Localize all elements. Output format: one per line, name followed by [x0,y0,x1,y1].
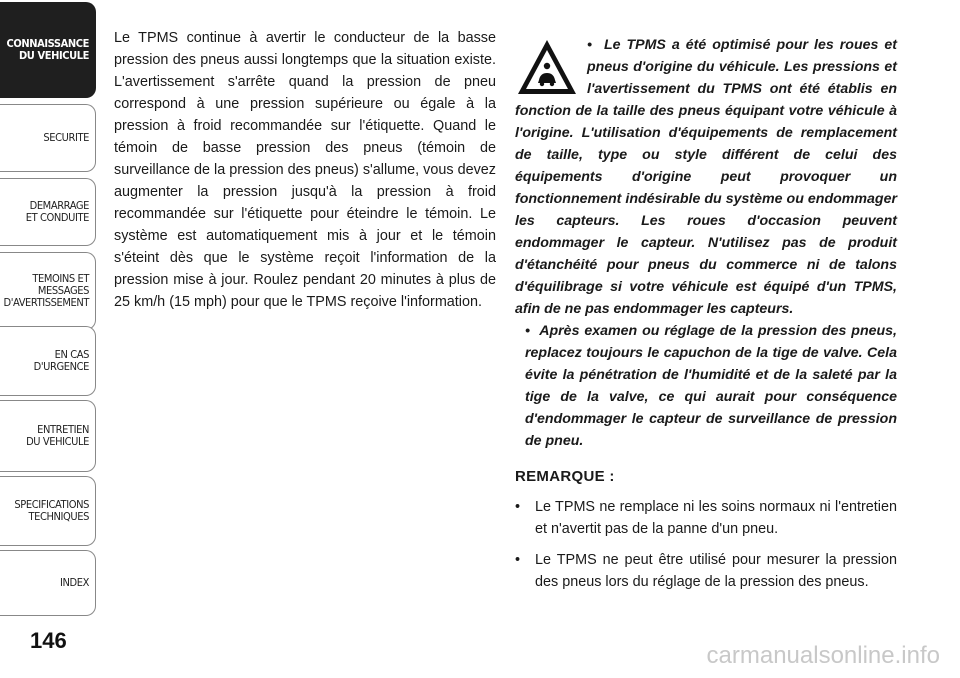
warning-triangle-icon [515,36,579,100]
tab-label: TEMOINS ET MESSAGES D'AVERTISSEMENT [3,272,89,309]
tab-label: DEMARRAGE ET CONDUITE [25,199,89,224]
sidebar-tab-temoins-et-messages[interactable] [0,252,96,330]
remarque-heading: REMARQUE : [515,468,615,485]
remarque-list [515,496,897,602]
tab-label: SPECIFICATIONS TECHNIQUES [14,498,89,523]
sidebar-tab-entretien-du-vehicule[interactable] [0,400,96,472]
sidebar-tab-connaissance-du-vehicule[interactable] [0,2,96,98]
list-item-text: Le TPMS ne peut être utilisé pour mesurer la pression des pneus lors du réglage de la pression des pneus. [535,552,897,590]
bullet: • [587,37,592,53]
tab-label: SECURITE [43,131,89,144]
page-number: 146 [30,628,67,653]
sidebar-tab-index[interactable] [0,550,96,616]
sidebar-tab-securite[interactable] [0,104,96,172]
list-item [515,549,897,593]
warning-box [515,34,897,452]
warning-text-1: Le TPMS a été optimisé pour les roues et pneus d'origine du véhicule. Les pressions et l'avertissement du TPMS ont été établis en fonction de la taille des pneus équipant votre véhicule à l'origine. L'utilisation d'équipements de remplacement de taille, type ou style différent de celui des équipements d'origine peut provoquer un fonctionnement indésirable du système ou endommager les capteurs. Les roues d'occasion peuvent endommager le capteur. N'utilisez pas de produit d'étanchéité pour pneus du commerce ni de talons d'équilibrage si votre véhicule est équipé d'un TPMS, afin de ne pas endommager les capteurs. [515,37,897,317]
watermark: carmanualsonline.info [706,642,940,669]
bullet: • [525,323,530,339]
tab-label: CONNAISSANCE DU VEHICULE [6,37,89,62]
tab-label: EN CAS D'URGENCE [33,348,89,373]
list-item-text: Le TPMS ne remplace ni les soins normaux ni l'entretien et n'avertit pas de la panne d'un pneu. [535,499,897,537]
sidebar-tab-en-cas-durgence[interactable] [0,326,96,396]
warning-text-2: Après examen ou réglage de la pression des pneus, replacez toujours le capuchon de la tige de valve. Cela évite la pénétration de l'humidité et de la saleté par la tige de la valve, ce qui aurait pour conséquence d'endommager le capteur de surveillance de pression de pneu. [525,323,897,449]
warning-item [515,320,897,452]
bullet: • [515,552,521,568]
list-item [515,496,897,540]
tab-label: INDEX [60,576,89,589]
sidebar-tab-specifications-techniques[interactable] [0,476,96,546]
tab-label: ENTRETIEN DU VEHICULE [26,423,89,448]
body-paragraph: Le TPMS continue à avertir le conducteur de la basse pression des pneus aussi longtemps que la situation existe. L'avertissement s'arrête quand la pression de pneu correspond à une pression supérieure ou égale à la pression à froid recommandée sur l'étiquette. Quand le témoin de basse pression des pneus (témoin de surveillance de la pression des pneus) s'allume, vous devez augmenter la pression jusqu'à la pression à froid recommandée sur l'étiquette pour éteindre le témoin. Le système est automatiquement mis à jour et le témoin s'éteint dès que le système reçoit l'information de la pression mise à jour. Roulez pendant 20 minutes à plus de 25 km/h (15 mph) pour que le TPMS reçoive l'information. [114,30,496,310]
sidebar-tab-demarrage-et-conduite[interactable] [0,178,96,246]
bullet: • [515,499,521,515]
